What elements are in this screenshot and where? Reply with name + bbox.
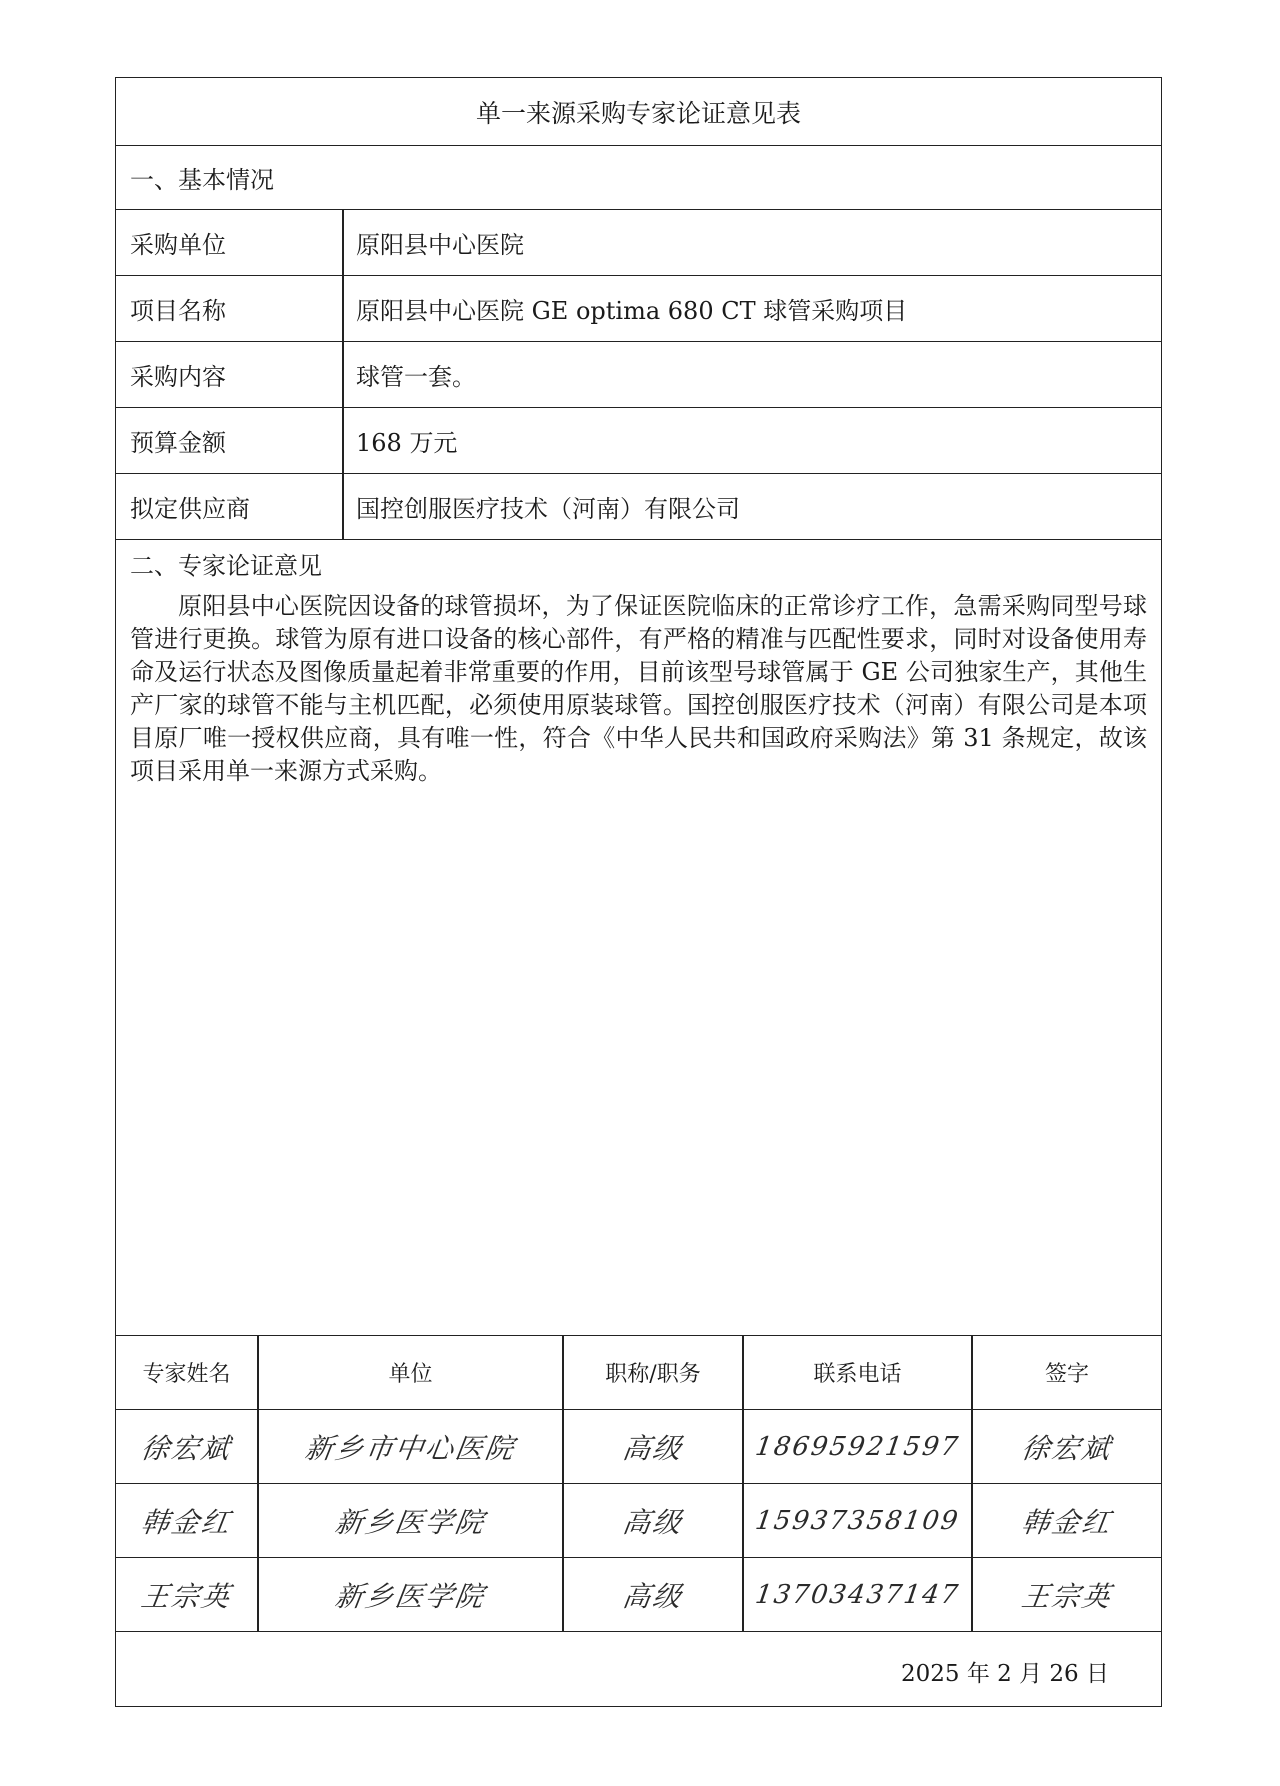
info-label: 拟定供应商 [130, 495, 250, 523]
section2-heading: 二、专家论证意见 [130, 552, 322, 580]
header-name: 专家姓名 [142, 1362, 231, 1387]
expert-table-header [116, 1336, 1161, 1410]
expert-name: 徐宏斌 [138, 1431, 234, 1465]
info-value: 168 万元 [356, 429, 458, 457]
expert-phone: 15937358109 [753, 1505, 962, 1536]
info-value: 原阳县中心医院 GE optima 680 CT 球管采购项目 [356, 297, 908, 325]
info-value: 国控创服医疗技术（河南）有限公司 [356, 495, 740, 523]
expert-row [116, 1558, 1161, 1632]
expert-row [116, 1410, 1161, 1484]
info-label: 预算金额 [130, 429, 226, 457]
expert-title: 高级 [620, 1505, 686, 1539]
expert-name: 王宗英 [138, 1579, 234, 1613]
expert-title: 高级 [620, 1431, 686, 1465]
info-label: 采购单位 [130, 231, 226, 259]
info-value: 原阳县中心医院 [356, 231, 524, 259]
expert-name: 韩金红 [138, 1505, 234, 1539]
section2-opinion-block [116, 540, 1161, 1336]
expert-unit: 新乡医学院 [332, 1579, 488, 1613]
form-title: 单一来源采购专家论证意见表 [475, 98, 801, 128]
expert-signature: 徐宏斌 [1019, 1431, 1115, 1465]
expert-unit: 新乡市中心医院 [302, 1431, 518, 1465]
expert-unit: 新乡医学院 [332, 1505, 488, 1539]
info-row-supplier [116, 474, 1161, 540]
form-date: 2025 年 2 月 26 日 [901, 1661, 1109, 1687]
info-label: 项目名称 [130, 297, 226, 325]
info-label: 采购内容 [130, 363, 226, 391]
header-sign: 签字 [1044, 1362, 1089, 1387]
section1-heading-row [116, 146, 1161, 210]
expert-signature: 王宗英 [1019, 1579, 1115, 1613]
expert-opinion-form [115, 77, 1162, 1707]
expert-title: 高级 [620, 1579, 686, 1613]
info-row-project [116, 276, 1161, 342]
expert-row [116, 1484, 1161, 1558]
title-row [116, 78, 1161, 146]
info-row-purchaser [116, 210, 1161, 276]
expert-phone: 18695921597 [753, 1431, 962, 1462]
info-row-content [116, 342, 1161, 408]
opinion-text: 原阳县中心医院因设备的球管损坏，为了保证医院临床的正常诊疗工作，急需采购同型号球管进行更换。球管为原有进口设备的核心部件，有严格的精准与匹配性要求，同时对设备使用寿命及运行状态及图像质量起着非常重要的作用，目前该型号球管属于 GE 公司独家生产，其他生产厂家的球管不能与主机匹配，必须使用原装球管。国控创服医疗技术（河南）有限公司是本项目原厂唯一授权供应商，具有唯一性，符合《中华人民共和国政府采购法》第 31 条规定，故该项目采用单一来源方式采购。 [130, 592, 1147, 785]
expert-phone: 13703437147 [753, 1579, 962, 1610]
info-row-budget [116, 408, 1161, 474]
section1-heading: 一、基本情况 [130, 166, 274, 194]
expert-signature: 韩金红 [1019, 1505, 1115, 1539]
info-value: 球管一套。 [356, 363, 476, 391]
header-phone: 联系电话 [813, 1362, 902, 1387]
date-row [116, 1632, 1161, 1706]
header-title: 职称/职务 [605, 1362, 701, 1387]
header-unit: 单位 [388, 1362, 433, 1387]
